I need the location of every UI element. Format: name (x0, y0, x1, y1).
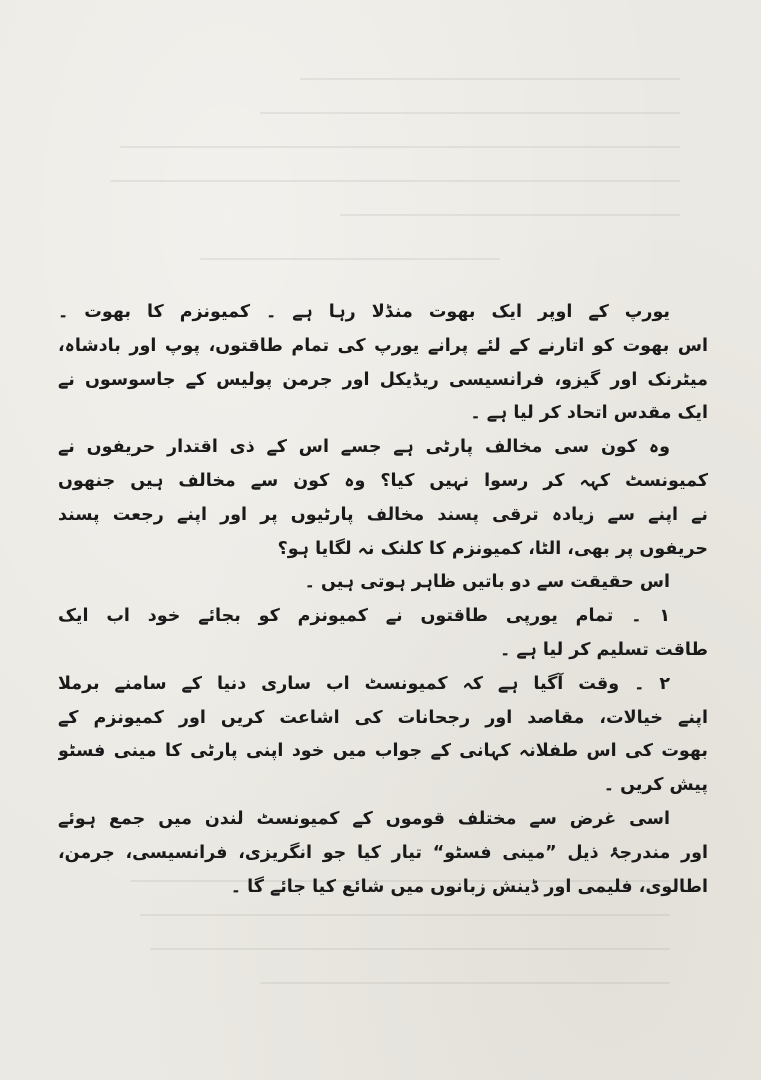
text-line: یورپ کے اوپر ایک بھوت منڈلا رہا ہے ۔ کمیونزم کا بھوت ۔ (58, 302, 670, 322)
bleed-through-mark (200, 258, 500, 260)
text-line: پیش کریں ۔ (603, 775, 708, 796)
bleed-through-mark (300, 78, 680, 80)
text-line: میٹرنک اور گیزو، فرانسیسی ریڈیکل اور جرمن پولیس کے جاسوسوں نے (58, 369, 708, 390)
paragraph (58, 566, 708, 600)
text-line: وہ کون سی مخالف پارٹی ہے جسے اس کے ذی اقتدار حریفوں نے (58, 437, 670, 458)
text-line: ۱ ۔ تمام یورپی طاقتوں نے کمیونزم کو بجائے خود اب ایک (58, 606, 670, 627)
text-line: کمیونسٹ کہہ کر رسوا نہیں کیا؟ وہ کون سے مخالف ہیں جنھوں (58, 470, 708, 491)
text-line: ۲ ۔ وقت آگیا ہے کہ کمیونسٹ اب ساری دنیا کے سامنے برملا (58, 673, 670, 694)
text-line: نے اپنے سے زیادہ ترقی پسند مخالف پارٹیوں پر اور اپنے رجعت پسند (58, 504, 708, 525)
text-line: اس حقیقت سے دو باتیں ظاہر ہوتی ہیں ۔ (304, 572, 670, 593)
paragraph (58, 431, 708, 566)
text-line: اسی غرض سے مختلف قوموں کے کمیونسٹ لندن میں جمع ہوئے (58, 808, 670, 829)
bleed-through-mark (340, 214, 680, 216)
paragraph (58, 296, 708, 431)
text-line: بھوت کی اس طفلانہ کہانی کے جواب میں خود اپنی پارٹی کا مینی فسٹو (58, 741, 708, 762)
paragraph (58, 668, 708, 803)
text-line: اپنے خیالات، مقاصد اور رجحانات کی اشاعت کریں اور کمیونزم کے (58, 707, 708, 728)
text-line: حریفوں پر بھی، الٹا، کمیونزم کا کلنک نہ لگایا ہو؟ (277, 538, 708, 559)
paragraph (58, 803, 708, 904)
bleed-through-mark (150, 948, 670, 950)
bleed-through-mark (110, 180, 680, 182)
text-line: اور مندرجۂ ذیل ”مینی فسٹو“ تیار کیا جو انگریزی، فرانسیسی، جرمن، (58, 842, 708, 863)
bleed-through-mark (260, 112, 680, 114)
body-text (58, 296, 708, 904)
text-line: طاقت تسلیم کر لیا ہے ۔ (499, 639, 708, 660)
text-line: اطالوی، فلیمی اور ڈینش زبانوں میں شائع کیا جائے گا ۔ (230, 876, 708, 897)
text-line: ایک مقدس اتحاد کر لیا ہے ۔ (470, 403, 708, 424)
text-line: اس بھوت کو اتارنے کے لئے پرانے یورپ کی تمام طاقتوں، پوپ اور بادشاہ، (58, 335, 708, 356)
bleed-through-mark (260, 982, 670, 984)
bleed-through-mark (120, 146, 680, 148)
bleed-through-mark (140, 914, 670, 916)
paragraph (58, 600, 708, 668)
